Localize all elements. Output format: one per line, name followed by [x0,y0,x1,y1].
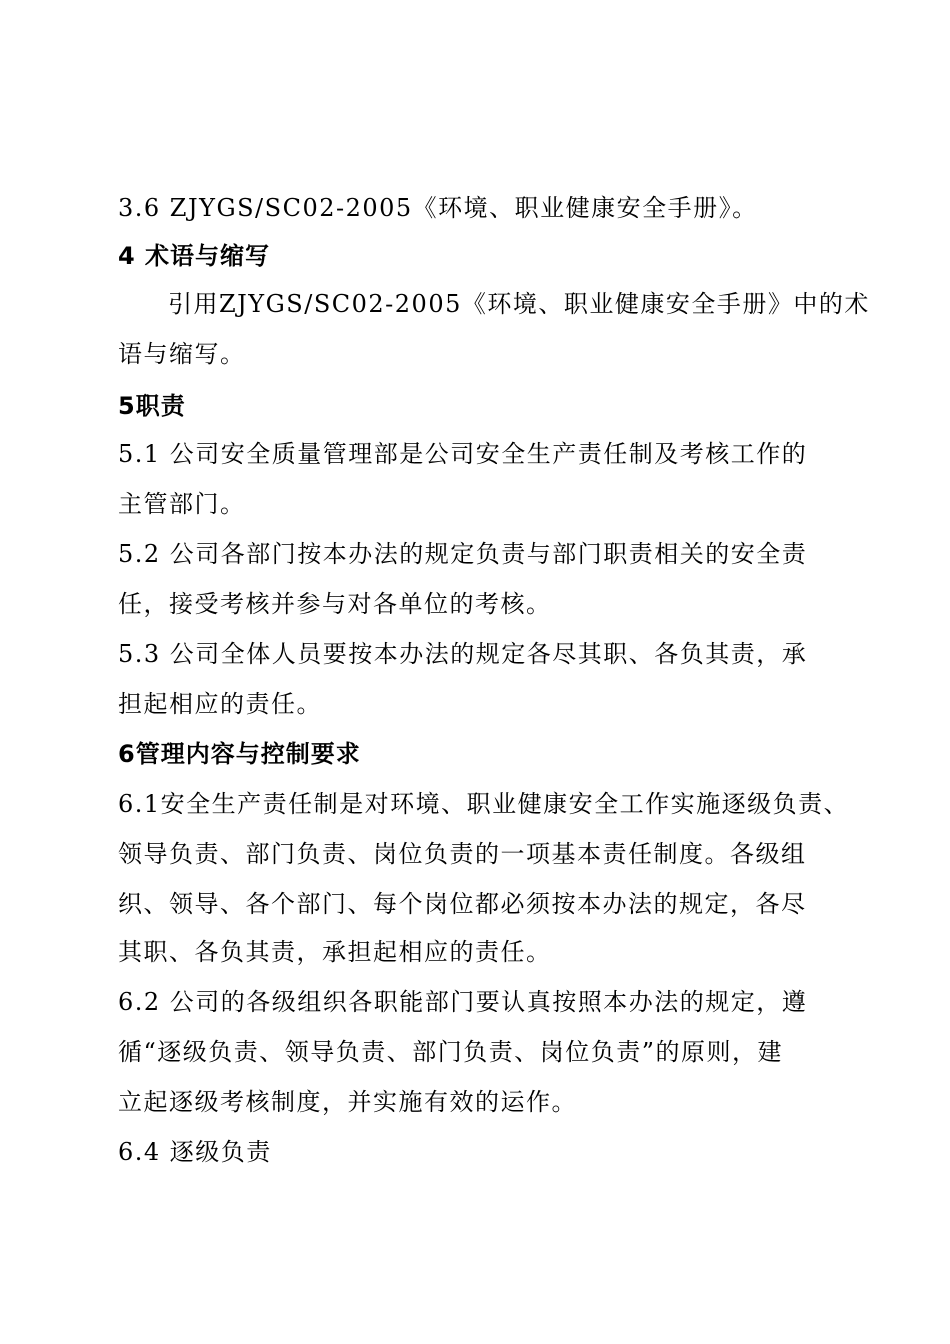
clause-5-2-line-1: 5.2 公司各部门按本办法的规定负责与部门职责相关的安全责 [118,540,808,568]
section-heading-5: 5职责 [118,392,186,420]
clause-5-1-line-1: 5.1 公司安全质量管理部是公司安全生产责任制及考核工作的 [118,440,808,468]
section-heading-4: 4 术语与缩写 [118,242,271,270]
clause-5-2-line-2: 任，接受考核并参与对各单位的考核。 [118,590,552,618]
clause-6-1-line-4: 其职、各负其责，承担起相应的责任。 [118,938,552,966]
paragraph-4-line-2: 语与缩写。 [118,340,246,368]
clause-6-1-line-2: 领导负责、部门负责、岗位负责的一项基本责任制度。各级组 [118,840,807,868]
section-heading-6: 6管理内容与控制要求 [118,740,361,768]
clause-6-1-line-3: 织、领导、各个部门、每个岗位都必须按本办法的规定，各尽 [118,890,807,918]
clause-6-2-line-3: 立起逐级考核制度，并实施有效的运作。 [118,1088,577,1116]
clause-6-2-line-2: 循“逐级负责、领导负责、部门负责、岗位负责”的原则，建 [118,1038,784,1066]
clause-5-1-line-2: 主管部门。 [118,490,246,518]
paragraph-4-line-1: 引用ZJYGS/SC02-2005《环境、职业健康安全手册》中的术 [168,290,870,318]
clause-3-6: 3.6 ZJYGS/SC02-2005《环境、职业健康安全手册》。 [118,194,758,222]
clause-6-4: 6.4 逐级负责 [118,1138,272,1166]
clause-5-3-line-1: 5.3 公司全体人员要按本办法的规定各尽其职、各负其责，承 [118,640,808,668]
clause-6-2-line-1: 6.2 公司的各级组织各职能部门要认真按照本办法的规定，遵 [118,988,808,1016]
clause-6-1-line-1: 6.1安全生产责任制是对环境、职业健康安全工作实施逐级负责、 [118,790,850,818]
clause-5-3-line-2: 担起相应的责任。 [118,690,322,718]
